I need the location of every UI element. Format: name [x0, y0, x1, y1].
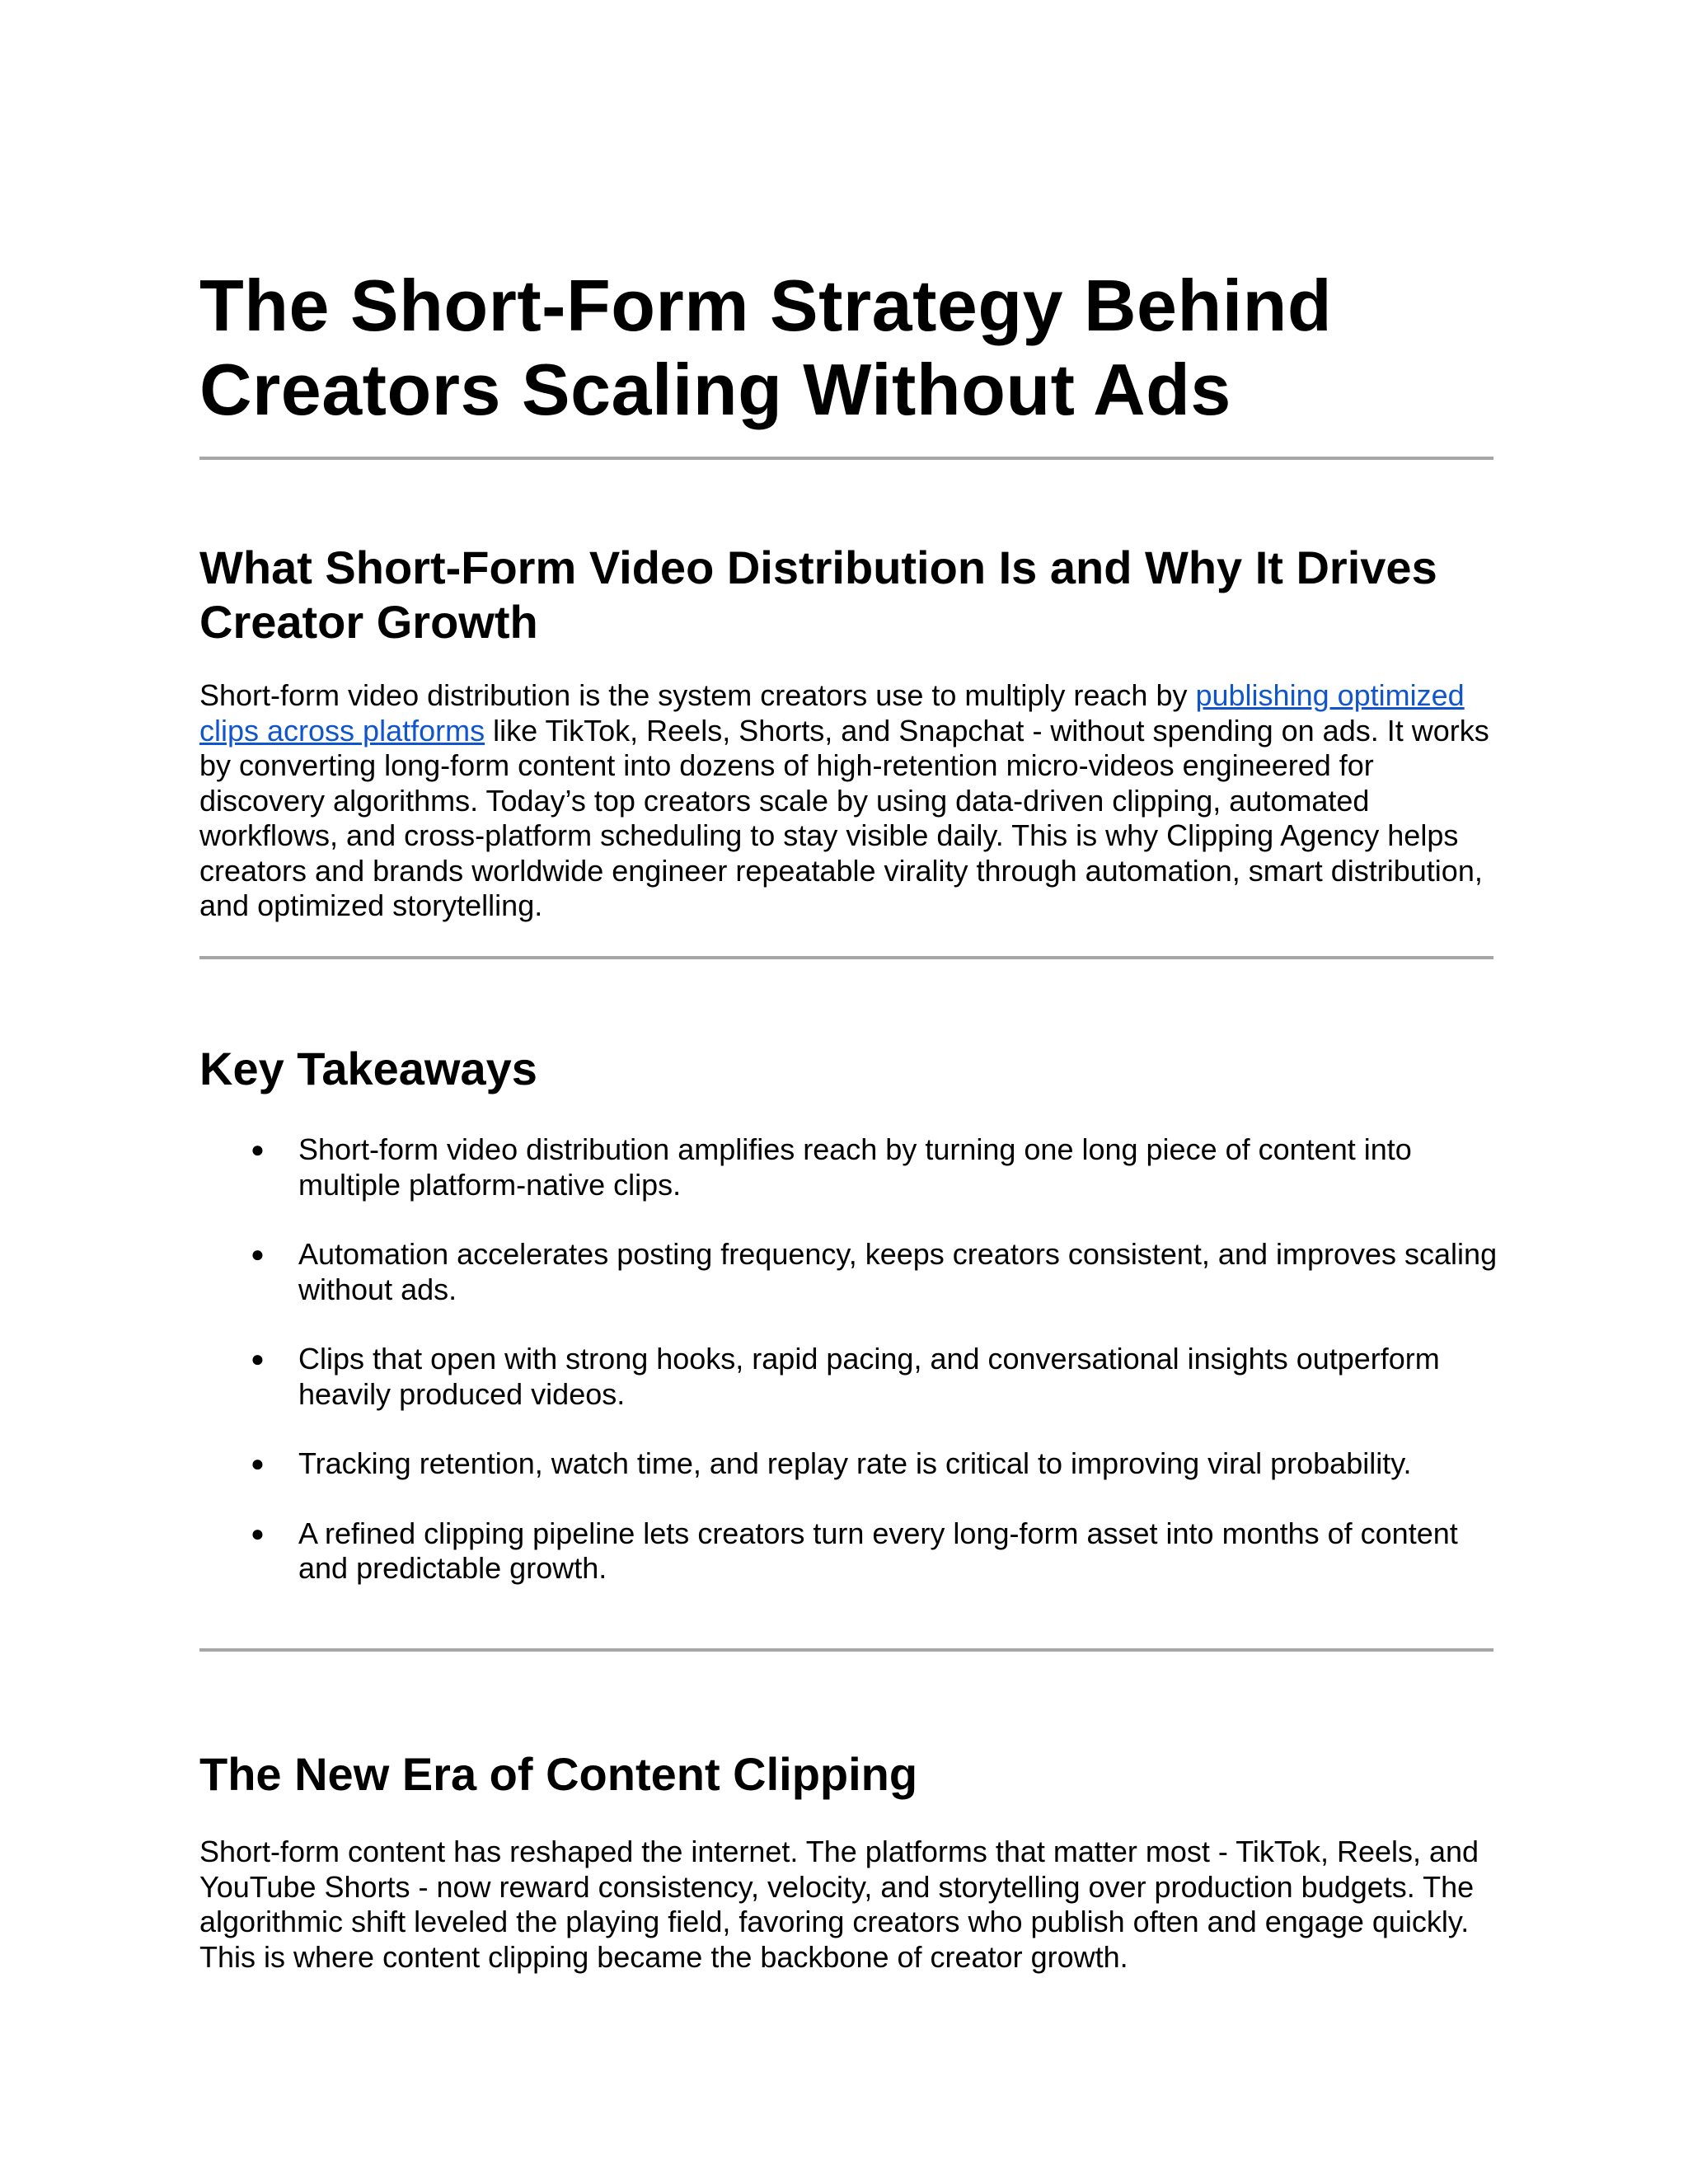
- publishing-clips-link[interactable]: publishing optimized clips across platforms: [199, 678, 1465, 748]
- horizontal-divider: [199, 956, 1493, 959]
- bullet-icon: ●: [251, 1346, 265, 1371]
- paragraph-text-before-link: Short-form video distribution is the system creators use to multiply reach by: [199, 678, 1196, 712]
- section-heading-what-is: What Short-Form Video Distribution Is and Why It Drives Creator Growth: [199, 541, 1437, 648]
- list-item: [199, 1516, 1502, 1586]
- list-item: [199, 1446, 1502, 1482]
- section-paragraph-what-is: [199, 678, 1498, 924]
- bullet-icon: ●: [251, 1520, 265, 1546]
- list-item-text: A refined clipping pipeline lets creators turn every long-form asset into months of content and predictable growth.: [298, 1516, 1458, 1585]
- list-item-text: Short-form video distribution amplifies reach by turning one long piece of content into multiple platform-native clips.: [298, 1132, 1412, 1202]
- list-item: [199, 1237, 1502, 1307]
- list-item: [199, 1132, 1502, 1202]
- horizontal-divider: [199, 1648, 1493, 1652]
- section-heading-new-era: The New Era of Content Clipping: [199, 1748, 918, 1800]
- bullet-icon: ●: [251, 1451, 265, 1476]
- list-item-text: Automation accelerates posting frequency, keeps creators consistent, and improves scaling without ads.: [298, 1237, 1498, 1306]
- list-item: [199, 1342, 1502, 1412]
- paragraph-text-after-link: like TikTok, Reels, Shorts, and Snapchat - without spending on ads. It works by converting long-form content into dozens of high-retention micro-videos engineered for discovery algorithms. Today’s top creators scale by using data-driven clipping, automated workflows, and cross-platform scheduling to stay visible daily. This is why Clipping Agency helps creators and brands worldwide engineer repeatable virality through automation, smart distribution, and optimized storytelling.: [199, 713, 1489, 922]
- section-heading-key-takeaways: Key Takeaways: [199, 1043, 537, 1094]
- list-item-text: Clips that open with strong hooks, rapid pacing, and conversational insights outperform heavily produced videos.: [298, 1342, 1440, 1411]
- document-title: The Short-Form Strategy Behind Creators Scaling Without Ads: [199, 265, 1333, 430]
- list-item-text: Tracking retention, watch time, and replay rate is critical to improving viral probability.: [298, 1446, 1412, 1480]
- section-paragraph-new-era: Short-form content has reshaped the internet. The platforms that matter most - TikTok, Reels, and YouTube Shorts - now reward consistency, velocity, and storytelling over production budgets. The algorithmic shift leveled the playing field, favoring creators who publish often and engage quickly. This is where content clipping became the backbone of creator growth.: [199, 1835, 1479, 1974]
- horizontal-divider: [199, 457, 1493, 460]
- key-takeaways-list: [199, 1132, 1502, 1621]
- bullet-icon: ●: [251, 1241, 265, 1267]
- bullet-icon: ●: [251, 1137, 265, 1162]
